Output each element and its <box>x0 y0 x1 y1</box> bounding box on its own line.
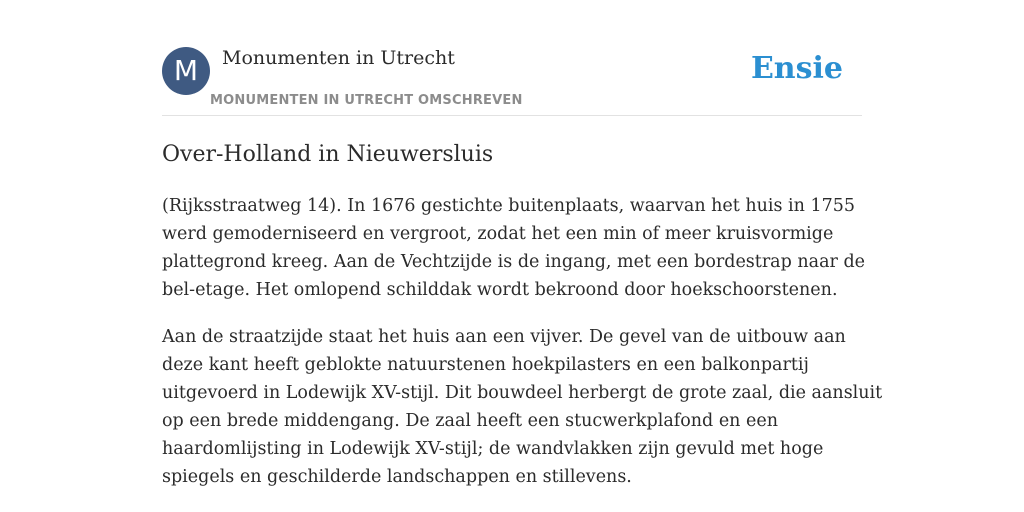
text-line: deze kant heeft geblokte natuurstenen hoekpilasters en een balkonpartij <box>162 355 809 375</box>
text-line: spiegels en geschilderde landschappen en stillevens. <box>162 467 632 487</box>
ensie-logo[interactable]: Ensie <box>750 51 843 86</box>
text-line: Aan de straatzijde staat het huis aan een vijver. De gevel van de uitbouw aan <box>162 327 846 347</box>
text-line: haardomlijsting in Lodewijk XV-stijl; de wandvlakken zijn gevuld met hoge <box>162 439 824 459</box>
site-title[interactable]: Monumenten in Utrecht <box>222 47 455 69</box>
text-line: op een brede middengang. De zaal heeft een stucwerkplafond en een <box>162 411 778 431</box>
text-line: werd gemoderniseerd en vergroot, zodat het een min of meer kruisvormige <box>162 224 834 244</box>
site-subtitle: MONUMENTEN IN UTRECHT OMSCHREVEN <box>210 93 523 108</box>
avatar[interactable]: M <box>162 47 210 95</box>
paragraph <box>162 192 866 304</box>
text-line: (Rijksstraatweg 14). In 1676 gestichte buitenplaats, waarvan het huis in 1755 <box>162 196 856 216</box>
header-divider <box>162 115 862 116</box>
text-line: plattegrond kreeg. Aan de Vechtzijde is de ingang, met een bordestrap naar de <box>162 252 866 272</box>
article-title: Over-Holland in Nieuwersluis <box>162 142 494 167</box>
text-line: bel-etage. Het omlopend schilddak wordt bekroond door hoekschoorstenen. <box>162 280 838 300</box>
article-body <box>162 192 883 510</box>
paragraph <box>162 323 883 491</box>
text-line: uitgevoerd in Lodewijk XV-stijl. Dit bouwdeel herbergt de grote zaal, die aansluit <box>162 383 883 403</box>
site-header <box>162 46 862 116</box>
